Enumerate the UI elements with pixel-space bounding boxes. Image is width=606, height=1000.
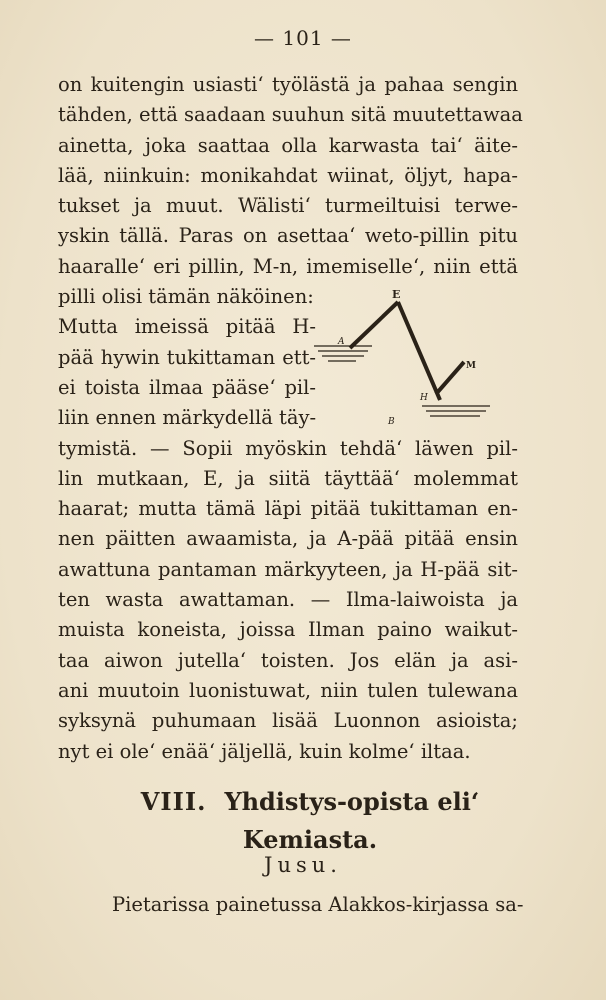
text-line: nen päitten awaamista, ja A-pää pitää ensin [58, 527, 518, 551]
text-line: ten wasta awattaman. — Ilma-laiwoista ja [58, 588, 518, 612]
siphon-left-arm [350, 302, 398, 348]
text-line: on kuitengin usiasti‘ työlästä ja pahaa sengin [58, 73, 518, 96]
text-line: lin mutkaan, E, ja siitä täyttää‘ molemmat [58, 466, 518, 490]
subheading: Jusu. [264, 853, 342, 877]
section-title-line-2: Kemiasta. [242, 825, 378, 854]
text-line: lää, niinkuin: monikahdat wiinat, öljyt, hapa- [58, 163, 518, 187]
siphon-right-arm [398, 302, 440, 400]
figure-label-b: B [388, 417, 395, 427]
text-line: nyt ei ole‘ enää‘ jäljellä, kuin kolme‘ iltaa. [58, 739, 471, 763]
text-line: syksynä puhumaan lisää Luonnon asioista; [58, 709, 518, 733]
section-title-line-1: Yhdistys-opista eli‘ [224, 787, 480, 816]
text-line: yskin tällä. Paras on asettaa‘ weto-pillin pitu [58, 224, 518, 248]
text-line: haaralle‘ eri pillin, M-n, imemiselle‘, niin että [58, 254, 518, 278]
text-line: ei toista ilmaa pääse‘ pil- [58, 375, 316, 399]
figure-label-e: E [392, 288, 401, 301]
text-line: awattuna pantaman märkyyteen, ja H-pää sit- [58, 557, 518, 581]
footer-line: Pietarissa painetussa Alakkos-kirjassa sa- [112, 893, 524, 916]
text-line: tähden, että saadaan suuhun sitä muutettawaa [58, 103, 523, 127]
text-line: pää hywin tukittaman ett- [58, 345, 316, 369]
figure-label-a: A [338, 337, 345, 347]
section-heading [100, 783, 520, 859]
text-line: Mutta imeissä pitää H- [58, 315, 316, 339]
page-number: — 101 — [254, 26, 352, 50]
section-number: VIII. [140, 787, 207, 816]
text-line: tymistä. — Sopii myöskin tehdä‘ läwen pil- [58, 436, 518, 460]
text-line: pilli olisi tämän näköinen: [58, 285, 314, 309]
text-line: ani muutoin luonistuwat, niin tulen tulewana [58, 678, 518, 702]
figure-label-m: M [466, 361, 476, 371]
suction-branch [436, 362, 464, 394]
text-line: muista koneista, joissa Ilman paino waikut- [58, 618, 518, 642]
figure-label-h: H [420, 393, 428, 403]
text-line: haarat; mutta tämä läpi pitää tukittaman en- [58, 497, 518, 521]
text-line: ainetta, joka saattaa olla karwasta tai‘ äite- [58, 133, 518, 157]
text-line: tukset ja muut. Wälisti‘ turmeiltuisi terwe- [58, 194, 518, 218]
text-line: taa aiwon jutella‘ toisten. Jos elän ja asi- [58, 648, 518, 672]
siphon-figure [312, 288, 512, 428]
text-line: liin ennen märkydellä täy- [58, 406, 317, 430]
